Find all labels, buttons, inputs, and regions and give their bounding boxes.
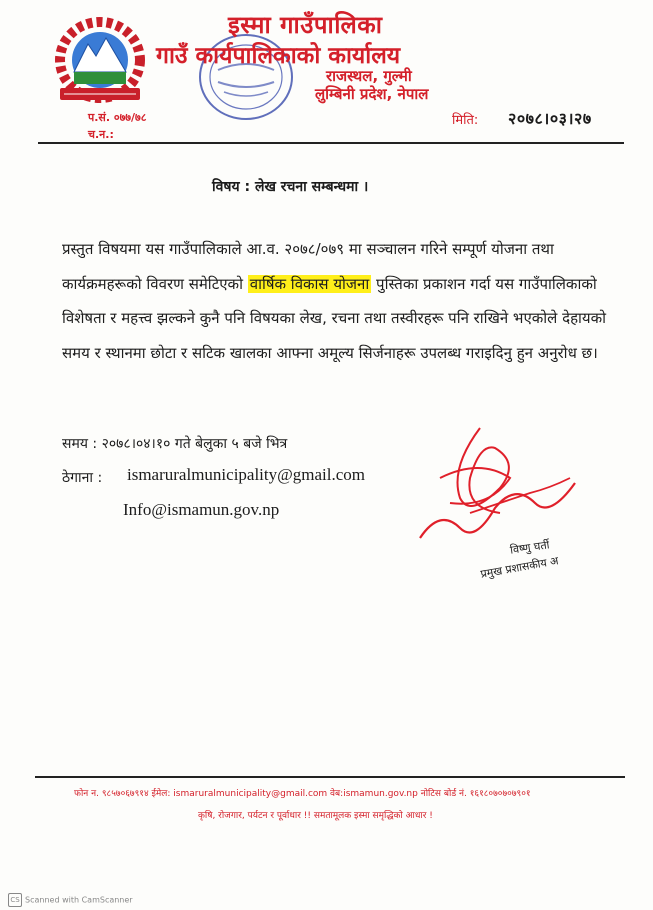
body-text-part2: पुस्तिका प्रकाशन गर्दा यस गाउँपालिकाको विशेषता र महत्त्व झल्कने कुनै पनि विषयका लेख, रचना तथा तस्वीरहरू पनि राखिने भएकोले देहायको समय र स्थानमा छोटा र सटिक खालका आफ्ना अमूल्य सिर्जनाहरू उपलब्ध गराइदिनु हुन अनुरोध छ। bbox=[62, 274, 607, 362]
highlighted-text: वार्षिक विकास योजना bbox=[249, 274, 370, 293]
scanner-text: Scanned with CamScanner bbox=[25, 895, 133, 905]
reference-number: प.सं. ०७७/७८ bbox=[88, 111, 147, 124]
signatory-name: विष्णु घर्ती bbox=[509, 538, 551, 557]
letter-body bbox=[62, 232, 622, 370]
municipality-emblem-icon bbox=[44, 10, 156, 106]
date-value: २०७८।०३।२७ bbox=[508, 109, 592, 128]
footer-slogan: कृषि, रोजगार, पर्यटन र पूर्वाधार !! समतामूलक इस्मा समृद्धिको आधार ! bbox=[198, 811, 433, 821]
deadline-time: समय : २०७८।०४।१० गते बेलुका ५ बजे भित्र bbox=[62, 436, 288, 452]
office-name: गाउँ कार्यपालिकाको कार्यालय bbox=[156, 43, 401, 69]
signatory-role: प्रमुख प्रशासकीय अ bbox=[479, 554, 560, 581]
letter-subject: विषय : लेख रचना सम्बन्धमा । bbox=[212, 179, 369, 195]
dispatch-number: च.न.: bbox=[88, 128, 114, 141]
body-text-part1: प्रस्तुत विषयमा यस गाउँपालिकाले आ.व. २०७८/०७९ मा सञ्चालन गरिने सम्पूर्ण योजना तथा कार्यक्रमहरूको विवरण समेटिएको bbox=[62, 240, 554, 293]
address-line-2: लुम्बिनी प्रदेश, नेपाल bbox=[315, 85, 429, 103]
address-line-1: राजस्थल, गुल्मी bbox=[326, 67, 412, 85]
signature-icon bbox=[410, 418, 582, 568]
address-label: ठेगाना : bbox=[62, 470, 103, 486]
email-secondary[interactable]: Info@ismamun.gov.np bbox=[123, 500, 280, 519]
date-label: मिति: bbox=[452, 113, 479, 128]
header-divider bbox=[38, 142, 624, 144]
footer-divider bbox=[35, 776, 625, 778]
scanner-watermark bbox=[8, 893, 133, 907]
camscanner-icon: CS bbox=[8, 893, 22, 907]
footer-contact: फोन न. ९८५७०६७९१४ ईमेल: ismaruralmunicipality@gmail.com वेब:ismamun.gov.np नोटिस बोर्ड नं. १६१८०७०७०७९०१ bbox=[74, 789, 531, 799]
org-name: इस्मा गाउँपालिका bbox=[228, 11, 383, 39]
email-primary[interactable]: ismaruralmunicipality@gmail.com bbox=[127, 465, 366, 484]
